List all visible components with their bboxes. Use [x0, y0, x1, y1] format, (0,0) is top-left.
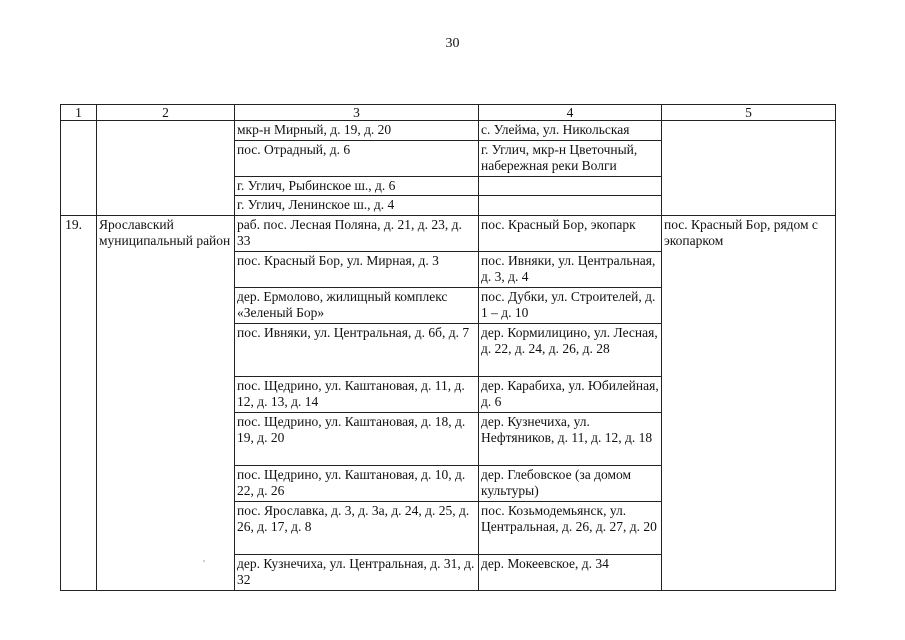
site-cell	[479, 176, 662, 196]
continuation-number-cell	[61, 121, 97, 216]
site-cell: г. Углич, мкр-н Цветочный, набережная реки Волги	[479, 140, 662, 176]
site-cell: пос. Красный Бор, экопарк	[479, 215, 662, 251]
addresses-table	[60, 104, 836, 591]
continuation-district-cell	[97, 121, 235, 216]
location-cell: раб. пос. Лесная Поляна, д. 21, д. 23, д. 33	[235, 215, 479, 251]
site-cell: пос. Ивняки, ул. Центральная, д. 3, д. 4	[479, 251, 662, 287]
header-cell-5: 5	[662, 105, 836, 121]
continuation-col5-cell	[662, 121, 836, 216]
site-cell: пос. Дубки, ул. Строителей, д. 1 – д. 10	[479, 287, 662, 323]
entry-number: 19.	[61, 215, 97, 590]
location-cell: г. Углич, Ленинское ш., д. 4	[235, 196, 479, 216]
location-cell: дер. Ермолово, жилищный комплекс «Зеленый Бор»	[235, 287, 479, 323]
placement-cell: пос. Красный Бор, рядом с экопарком	[662, 215, 836, 590]
location-cell: мкр-н Мирный, д. 19, д. 20	[235, 121, 479, 141]
location-cell: пос. Ивняки, ул. Центральная, д. 6б, д. 7	[235, 323, 479, 376]
site-cell: дер. Мокеевское, д. 34	[479, 554, 662, 590]
site-cell: дер. Кормилицино, ул. Лесная, д. 22, д. 24, д. 26, д. 28	[479, 323, 662, 376]
header-cell-4: 4	[479, 105, 662, 121]
location-cell: дер. Кузнечиха, ул. Центральная, д. 31, д. 32	[235, 554, 479, 590]
site-cell: дер. Глебовское (за домом культуры)	[479, 465, 662, 501]
header-cell-2: 2	[97, 105, 235, 121]
site-cell: пос. Козьмодемьянск, ул. Центральная, д. 26, д. 27, д. 20	[479, 501, 662, 554]
table-header-row	[61, 105, 836, 121]
location-cell: пос. Щедрино, ул. Каштановая, д. 10, д. 22, д. 26	[235, 465, 479, 501]
location-cell: пос. Щедрино, ул. Каштановая, д. 18, д. 19, д. 20	[235, 412, 479, 465]
location-cell: г. Углич, Рыбинское ш., д. 6	[235, 176, 479, 196]
scan-speck	[203, 560, 205, 562]
location-cell: пос. Отрадный, д. 6	[235, 140, 479, 176]
location-cell: пос. Щедрино, ул. Каштановая, д. 11, д. 12, д. 13, д. 14	[235, 376, 479, 412]
district-name: Ярославский муниципальный район	[97, 215, 235, 590]
site-cell: дер. Кузнечиха, ул. Нефтяников, д. 11, д. 12, д. 18	[479, 412, 662, 465]
site-cell: с. Улейма, ул. Никольская	[479, 121, 662, 141]
location-cell: пос. Ярославка, д. 3, д. 3а, д. 24, д. 25, д. 26, д. 17, д. 8	[235, 501, 479, 554]
table-row	[61, 215, 836, 251]
site-cell: дер. Карабиха, ул. Юбилейная, д. 6	[479, 376, 662, 412]
table-row	[61, 121, 836, 141]
header-cell-3: 3	[235, 105, 479, 121]
site-cell	[479, 196, 662, 216]
location-cell: пос. Красный Бор, ул. Мирная, д. 3	[235, 251, 479, 287]
header-cell-1: 1	[61, 105, 97, 121]
page-number: 30	[445, 36, 460, 51]
